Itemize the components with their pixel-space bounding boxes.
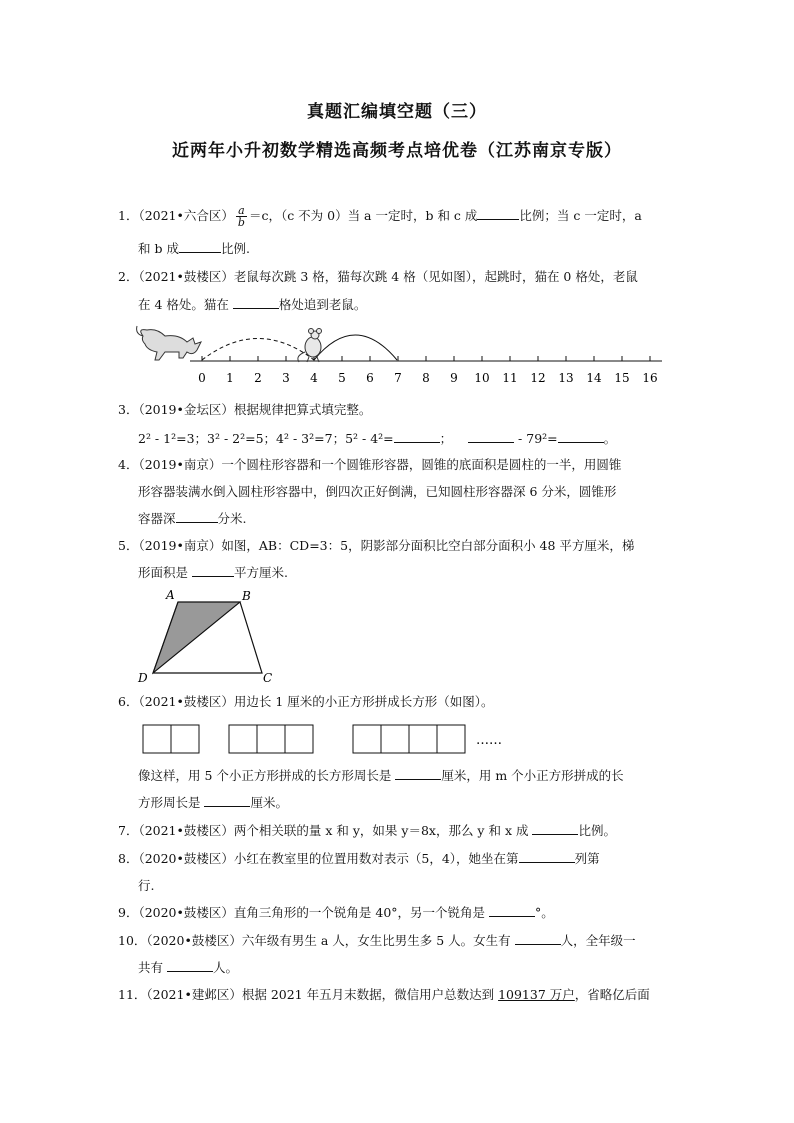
fraction-a-over-b: $\frac{a}{b}$ bbox=[237, 204, 245, 229]
axis-label: 14 bbox=[586, 371, 602, 385]
axis-label: 3 bbox=[282, 371, 290, 385]
question-5: 5．（2019•南京）如图，AB：CD=3：5，阴影部分面积比空白部分面积小 48 平方厘米，梯 bbox=[118, 538, 635, 553]
page-title: 真题汇编填空题（三） bbox=[307, 102, 487, 122]
answer-blank[interactable] bbox=[515, 932, 561, 945]
underlined-value: 109137 万户 bbox=[498, 987, 575, 1002]
question-10: 10．（2020•鼓楼区）六年级有男生 a 人，女生比男生多 5 人。女生有 人，全年级一 bbox=[118, 933, 636, 948]
axis-labels bbox=[198, 371, 657, 385]
answer-blank[interactable] bbox=[192, 564, 234, 577]
trapezoid-figure bbox=[135, 586, 285, 686]
question-2-line-2: 在 4 格处。猫在 格处追到老鼠。 bbox=[138, 297, 367, 312]
axis-label: 1 bbox=[226, 371, 234, 385]
label-d: D bbox=[138, 671, 148, 685]
axis-label: 9 bbox=[450, 371, 458, 385]
question-6: 6．（2021•鼓楼区）用边长 1 厘米的小正方形拼成长方形（如图）。 bbox=[118, 694, 494, 709]
question-10-line-2: 共有 人。 bbox=[138, 960, 238, 975]
axis-label: 4 bbox=[310, 371, 318, 385]
question-11: 11．（2021•建邺区）根据 2021 年五月末数据，微信用户总数达到 109137 万户，省略亿后面 bbox=[118, 987, 650, 1002]
label-a: A bbox=[166, 588, 175, 602]
answer-blank[interactable] bbox=[179, 240, 221, 253]
axis-label: 7 bbox=[394, 371, 402, 385]
question-8: 8．（2020•鼓楼区）小红在教室里的位置用数对表示（5，4），她坐在第 列第 bbox=[118, 851, 600, 866]
answer-blank[interactable] bbox=[558, 430, 604, 443]
axis-label: 5 bbox=[338, 371, 346, 385]
rectangle-2-squares bbox=[143, 725, 199, 753]
question-4-line-3: 容器深 分米. bbox=[138, 511, 247, 526]
question-3: 3．（2019•金坛区）根据规律把算式填完整。 bbox=[118, 402, 372, 417]
question-4: 4．（2019•南京）一个圆柱形容器和一个圆锥形容器，圆锥的底面积是圆柱的一半，用圆锥 bbox=[118, 457, 622, 472]
answer-blank[interactable] bbox=[468, 430, 514, 443]
answer-blank[interactable] bbox=[233, 296, 279, 309]
page-subtitle: 近两年小升初数学精选高频考点培优卷（江苏南京专版） bbox=[172, 141, 622, 161]
axis-label: 13 bbox=[558, 371, 574, 385]
mouse-icon bbox=[298, 329, 322, 363]
axis-label: 10 bbox=[474, 371, 490, 385]
axis-label: 8 bbox=[422, 371, 430, 385]
question-6-line-3: 方形周长是 厘米。 bbox=[138, 795, 288, 810]
rectangle-4-squares bbox=[353, 725, 465, 753]
answer-blank[interactable] bbox=[394, 430, 440, 443]
answer-blank[interactable] bbox=[395, 767, 441, 780]
answer-blank[interactable] bbox=[176, 510, 218, 523]
axis-label: 2 bbox=[254, 371, 262, 385]
axis-label: 15 bbox=[614, 371, 630, 385]
ellipsis: …… bbox=[476, 733, 502, 748]
question-6-line-2: 像这样，用 5 个小正方形拼成的长方形周长是 厘米，用 m 个小正方形拼成的长 bbox=[138, 768, 624, 783]
answer-blank[interactable] bbox=[489, 904, 535, 917]
answer-blank[interactable] bbox=[167, 959, 213, 972]
cat-icon bbox=[137, 326, 201, 360]
squares-figure bbox=[140, 722, 520, 756]
question-4-line-2: 形容器装满水倒入圆柱形容器中，倒四次正好倒满，已知圆柱形容器深 6 分米，圆锥形 bbox=[138, 484, 617, 499]
axis-label: 11 bbox=[502, 371, 518, 385]
axis-label: 12 bbox=[530, 371, 546, 385]
answer-blank[interactable] bbox=[204, 794, 250, 807]
question-2: 2．（2021•鼓楼区）老鼠每次跳 3 格，猫每次跳 4 格（见如图），起跳时，猫在 0 格处，老鼠 bbox=[118, 269, 638, 284]
axis-label: 6 bbox=[366, 371, 374, 385]
question-5-line-2: 形面积是 平方厘米. bbox=[138, 565, 288, 580]
label-b: B bbox=[242, 589, 251, 603]
number-line-figure bbox=[135, 322, 665, 392]
mouse-jump-arc bbox=[314, 335, 397, 360]
answer-blank[interactable] bbox=[532, 822, 578, 835]
question-9: 9．（2020•鼓楼区）直角三角形的一个锐角是 40°，另一个锐角是 °。 bbox=[118, 905, 554, 920]
question-8-line-2: 行. bbox=[138, 878, 155, 893]
axis-ticks bbox=[202, 356, 650, 361]
axis-label: 0 bbox=[198, 371, 206, 385]
rectangle-3-squares bbox=[229, 725, 313, 753]
answer-blank[interactable] bbox=[519, 850, 575, 863]
answer-blank[interactable] bbox=[477, 207, 519, 220]
question-7: 7．（2021•鼓楼区）两个相关联的量 x 和 y，如果 y＝8x，那么 y 和 x 成 比例。 bbox=[118, 823, 616, 838]
question-1: 1．（2021•六合区） $\frac{a}{b}$ ＝c，（c 不为 0）当 a 一定时，b 和 c 成 比例；当 c 一定时，a bbox=[118, 204, 642, 229]
question-3-line-2: 2² - 1²=3；3² - 2²=5；4² - 3²=7；5² - 4²= ； - 79²= 。 bbox=[138, 431, 617, 446]
question-1-line-2: 和 b 成 比例. bbox=[138, 241, 250, 256]
label-c: C bbox=[263, 671, 273, 685]
axis-label: 16 bbox=[642, 371, 658, 385]
